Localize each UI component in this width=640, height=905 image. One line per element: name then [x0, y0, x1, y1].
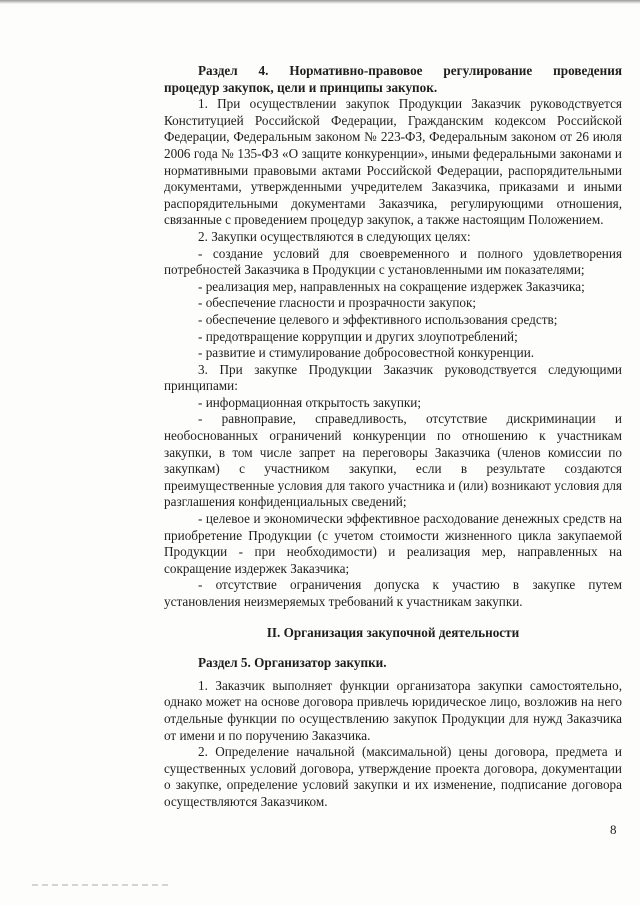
goal-item: - развитие и стимулирование добросовестной конкуренции. — [198, 345, 535, 361]
paragraph-5-2: 2. Определение начальной (максимальной) цены договора, предмета и существенных условий договора, утверждение проекта договора, документации о закупке, определение условий закупки и их изменение, подписание договора осуществляются Заказчиком. — [164, 744, 622, 809]
scan-artifact — [32, 884, 172, 886]
scan-edge — [0, 0, 640, 4]
goal-item: - реализация мер, направленных на сокращение издержек Заказчика; — [198, 278, 585, 294]
paragraph-4-2: 2. Закупки осуществляются в следующих целях: — [198, 228, 471, 244]
goal-item: - обеспечение целевого и эффективного использования средств; — [198, 311, 558, 327]
principle-item: - информационная открытость закупки; — [198, 394, 422, 410]
page-number: 8 — [610, 822, 617, 837]
principle-item: - отсутствие ограничения допуска к участию в закупке путем установления неизмеряемых требований к участникам закупки. — [164, 577, 622, 609]
paragraph-4-1: 1. При осуществлении закупок Продукции Заказчик руководствуется Конституцией Российской Федерации, Гражданским кодексом Российской Федерации, Федеральным законом № 223-ФЗ, Федеральным законом от 26 июля 2006 года № 135-ФЗ «О защите конкуренции», иными федеральными законами и нормативными правовыми актами Российской Федерации, распорядительными документами, утвержденными учредителем Заказчика, приказами и иными распорядительными документами Заказчика, регулирующими отношения, связанные с проведением процедур закупок, а также настоящим Положением. — [164, 96, 622, 228]
goal-item: - обеспечение гласности и прозрачности закупок; — [198, 295, 477, 311]
section-4-heading-line2: процедур закупок, цели и принципы закупок. — [164, 79, 438, 95]
part-2-title: II. Организация закупочной деятельности — [266, 624, 520, 640]
principle-item: - целевое и экономически эффективное расходование денежных средств на приобретение Продукции (с учетом стоимости жизненного цикла закупаемой Продукции - при необходимости) и реализация мер, направленных на сокращение издержек Заказчика; — [164, 511, 622, 576]
paragraph-5-1: 1. Заказчик выполняет функции организатора закупки самостоятельно, однако может на основе договора привлечь юридическое лицо, возложив на него отдельные функции по осуществлению закупок Продукции для нужд Заказчика от имени и по поручению Заказчика. — [164, 677, 622, 743]
goal-item: - создание условий для своевременного и полного удовлетворения потребностей Заказчика в Продукции с установленными им показателями; — [164, 245, 622, 278]
document-page — [164, 63, 622, 811]
paragraph-4-3: 3. При закупке Продукции Заказчик руководствуется следующими принципами: — [164, 361, 622, 394]
section-5-heading: Раздел 5. Организатор закупки. — [198, 655, 387, 671]
section-4-heading-line1: Раздел 4. Нормативно-правовое регулирование проведения — [198, 63, 622, 78]
goal-item: - предотвращение коррупции и других злоупотреблений; — [198, 328, 518, 344]
principle-item: - равноправие, справедливость, отсутствие дискриминации и необоснованных ограничений конкуренции по отношению к участникам закупки, в том числе запрет на переговоры Заказчика (членов комиссии по закупкам) с участником закупки, если в результате создаются преимущественные условия для такого участника и (или) возникают условия для разглашения конфиденциальных сведений; — [164, 411, 622, 510]
